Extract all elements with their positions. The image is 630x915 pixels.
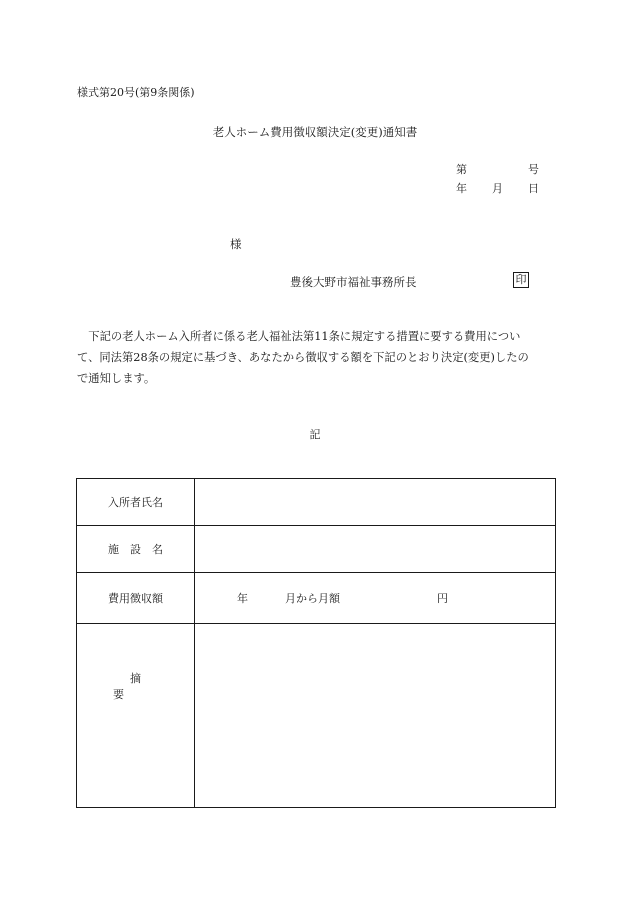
- fee-value[interactable]: [195, 573, 556, 624]
- seal-mark: 印: [513, 272, 529, 288]
- document-number-go: 号: [528, 163, 539, 176]
- body-line-3: で通知します。: [77, 372, 156, 385]
- remarks-label-text: 摘要: [113, 672, 175, 701]
- remarks-value[interactable]: [195, 624, 556, 808]
- facility-name-label-text: 施設名: [108, 543, 174, 556]
- table-row: [77, 526, 556, 573]
- body-paragraph: [77, 326, 559, 389]
- body-line-1: 下記の老人ホーム入所者に係る老人福祉法第11条に規定する措置に要する費用につい: [77, 330, 521, 343]
- date-year: 年: [456, 182, 467, 195]
- recipient-honorific: 様: [230, 237, 242, 251]
- facility-name-value[interactable]: [195, 526, 556, 573]
- form-number: 様式第20号(第9条関係): [77, 86, 195, 99]
- issuer-name: 豊後大野市福祉事務所長: [290, 275, 417, 289]
- resident-name-value[interactable]: [195, 479, 556, 526]
- body-line-2: て、同法第28条の規定に基づき、あなたから徴収する額を下記のとおり決定(変更)したの: [77, 351, 529, 364]
- fee-yen-label: 円: [437, 592, 448, 605]
- notice-table: [76, 478, 556, 808]
- fee-month-label: 月から月額: [285, 592, 340, 605]
- table-row: [77, 624, 556, 808]
- table-row: [77, 479, 556, 526]
- fee-year-label: 年: [237, 592, 248, 605]
- fee-label: 費用徴収額: [77, 573, 195, 624]
- facility-name-label: [77, 526, 195, 573]
- document-title: 老人ホーム費用徴収額決定(変更)通知書: [212, 125, 418, 139]
- ki-heading: 記: [309, 428, 321, 441]
- remarks-label: [77, 624, 195, 808]
- resident-name-label: 入所者氏名: [77, 479, 195, 526]
- table-row: [77, 573, 556, 624]
- date-month: 月: [492, 182, 503, 195]
- document-number-dai: 第: [456, 163, 467, 176]
- date-day: 日: [528, 182, 539, 195]
